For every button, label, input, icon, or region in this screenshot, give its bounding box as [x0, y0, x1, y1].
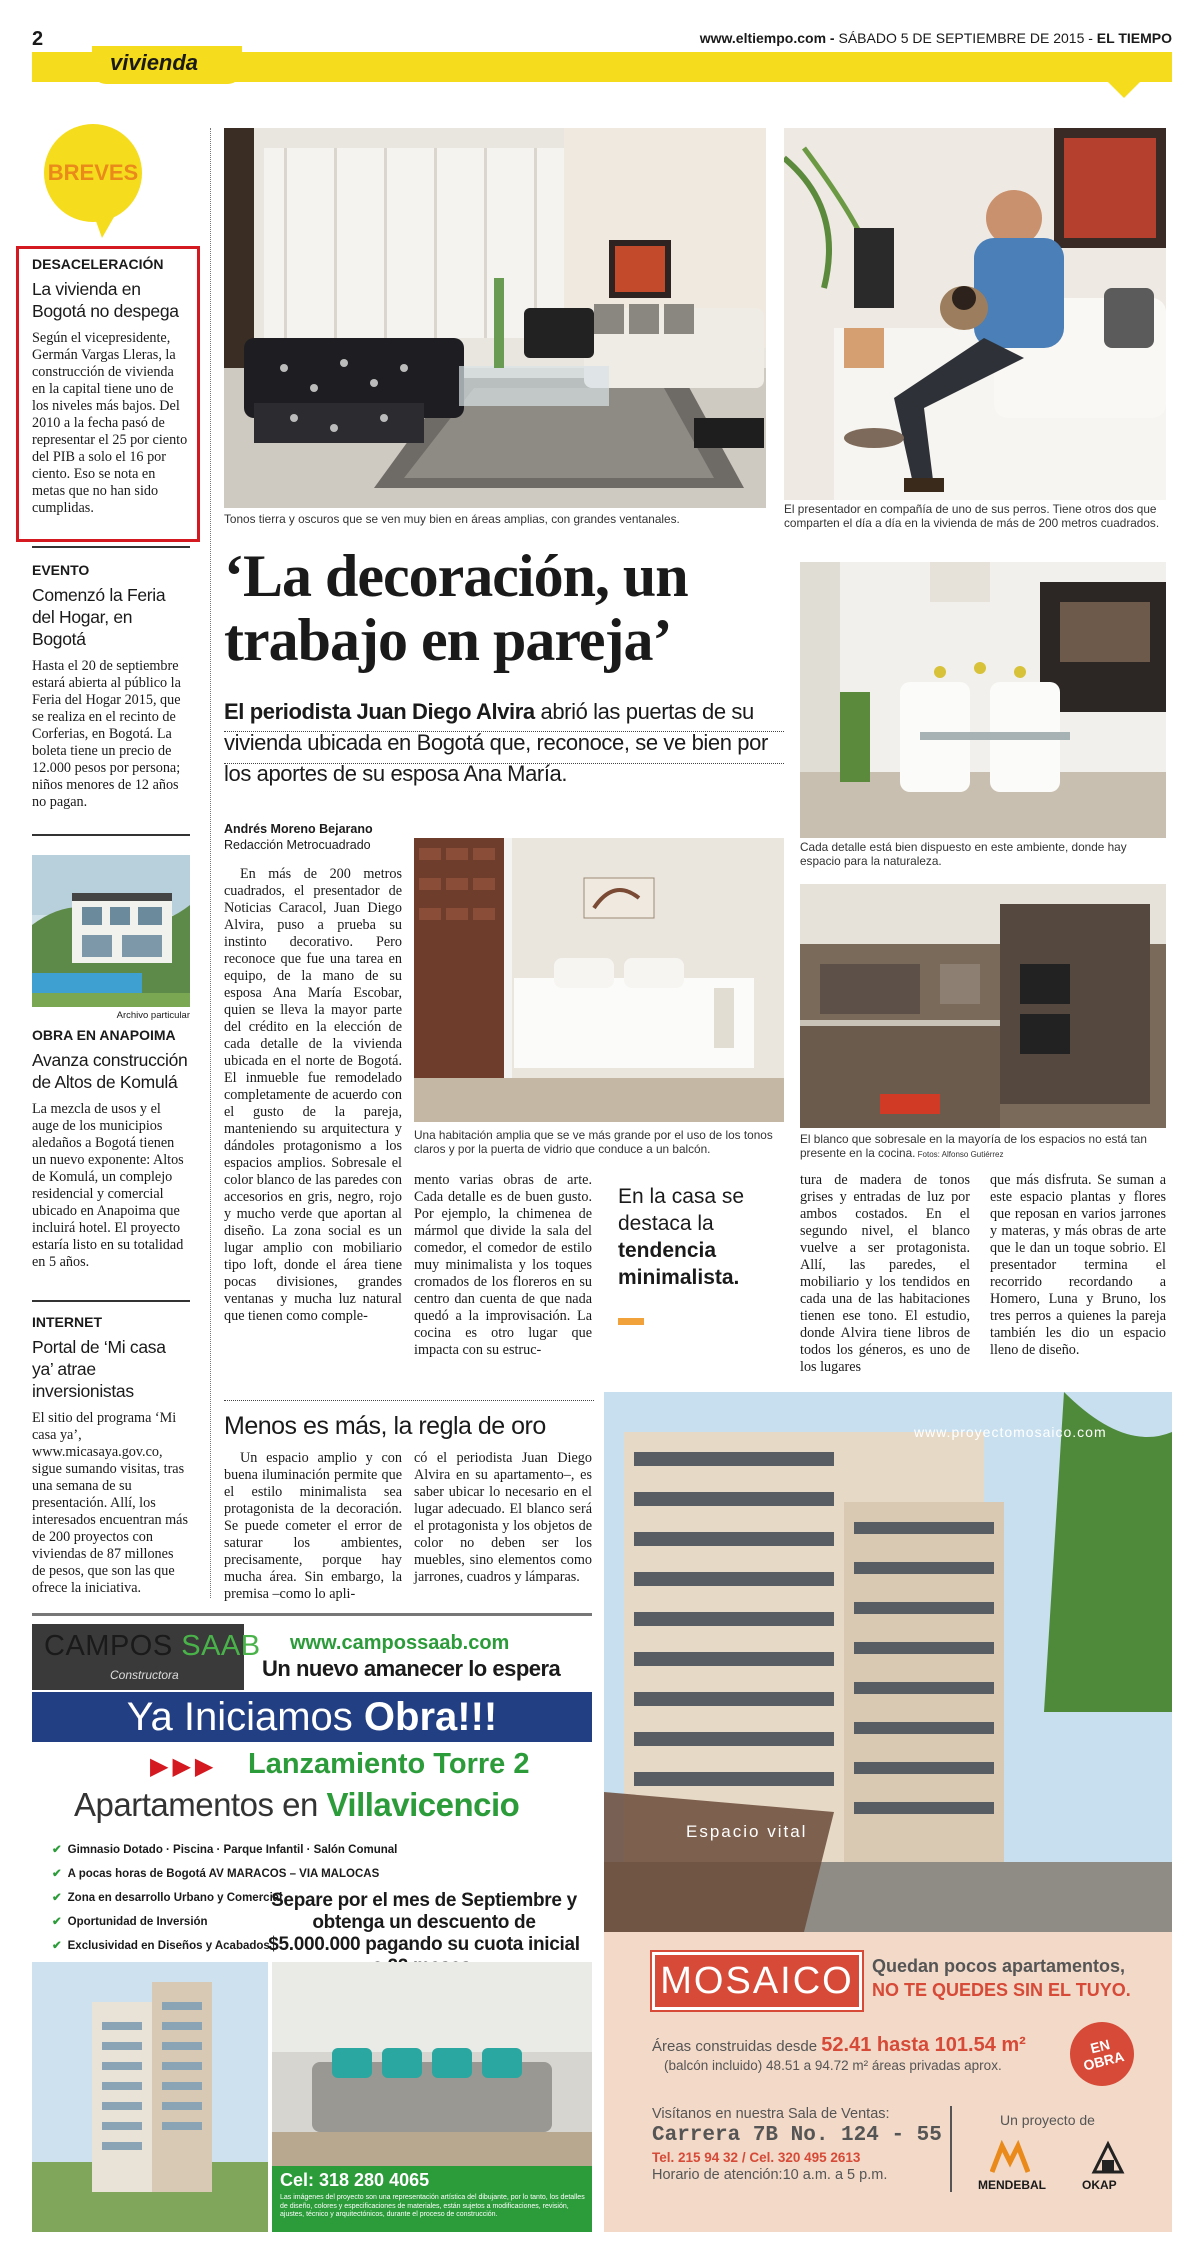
- photo-bedroom: [414, 838, 784, 1122]
- brief-body: Según el vicepresidente, Germán Vargas Lleras, la construcción de vivienda en la capital tiene uno de los niveles más bajos. Del 2010 a la fecha pasó de representar el 25 por ciento del PIB a solo el 16 por ciento. Eso se nota en metas que no han sido cumplidas.: [32, 330, 188, 516]
- subhead-lead: El periodista Juan Diego Alvira: [224, 699, 535, 724]
- brief-2: [32, 562, 190, 811]
- article-headline: [224, 544, 804, 672]
- page-number: 2: [32, 28, 44, 50]
- okap-name: OKAP: [1082, 2178, 1117, 2192]
- caption-kitchen: [800, 1132, 1166, 1162]
- mosaico-area-label: Áreas construidas desde: [652, 2038, 822, 2055]
- campos-banner: [32, 1692, 592, 1742]
- byline-author: Andrés Moreno Bejarano: [224, 822, 373, 836]
- brief-headline: La vivienda en Bogotá no despega: [32, 279, 179, 321]
- side-photo-credit: Archivo particular: [116, 1010, 190, 1021]
- brief-rule: [32, 1300, 190, 1302]
- mendebal-logo-icon: [990, 2140, 1030, 2179]
- caption-kitchen-text: El blanco que sobresale en la mayoría de los espacios no está tan presente en la cocina.: [800, 1132, 1147, 1160]
- mosaico-visit: Visítanos en nuestra Sala de Ventas:: [652, 2106, 890, 2122]
- subhead-dotline: [224, 763, 784, 764]
- brief-body: La mezcla de usos y el auge de los municipios aledaños a Bogotá tienen un nuevo exponente: Altos de Komulá, un complejo residencial y comercial ubicado en Anapoima que incluirá hotel. El proyecto estaría listo en su totalidad en 5 años.: [32, 1101, 184, 1270]
- campos-banner-1: Ya Iniciamos: [126, 1695, 364, 1739]
- campos-apartments: [74, 1786, 519, 1824]
- brief-3: [32, 1027, 190, 1271]
- header-line: [700, 30, 1172, 46]
- sub2-heading: Menos es más, la regla de oro: [224, 1412, 546, 1440]
- brief-body: Hasta el 20 de septiembre estará abierta al público la Feria del Hogar 2015, que se realiza en el recinto de Corferias, en Bogotá. La boleta tiene un precio de 12.000 pesos por persona; niños menores de 12 años no pagan.: [32, 658, 181, 810]
- headline-line-1: ‘La decoración, un: [224, 543, 688, 609]
- caption-dining: Cada detalle está bien dispuesto en este ambiente, donde hay espacio para la naturaleza.: [800, 840, 1127, 868]
- feature-item: ✔ Oportunidad de Inversión: [52, 1910, 397, 1934]
- feature-item: ✔ A pocas horas de Bogotá AV MARACOS – VIA MALOCAS: [52, 1862, 397, 1886]
- header-paper: EL TIEMPO: [1092, 30, 1172, 46]
- campos-apt-1: Apartamentos en: [74, 1786, 327, 1823]
- campos-url[interactable]: www.campossaab.com: [290, 1632, 510, 1654]
- campos-interior-image: [272, 1962, 592, 2168]
- sub2-col-1-text: Un espacio amplio y con buena iluminación permite que el estilo minimalista sea protagonista de la decoración. Se puede cometer el error de saturar los ambientes, precisamente, porque hay mucha área. Sin embargo, la premisa –como lo apli-: [224, 1450, 402, 1602]
- campos-apt-2: Villavicencio: [326, 1786, 520, 1823]
- campos-tagline: Un nuevo amanecer lo espera: [262, 1656, 561, 1681]
- feature-item: ✔ Gimnasio Dotado · Piscina · Parque Infantil · Salón Comunal: [52, 1838, 397, 1862]
- campos-tower-image: [32, 1962, 268, 2232]
- campos-fine-print: Las imágenes del proyecto son una representación artística del dibujante, por lo tanto, los detalles de diseño, colores y especificaciones de materiales, están sujetos a modificaciones, revisión, ajustes, técnico y arquitectónicos, durante el proceso de construcción.: [280, 2194, 585, 2218]
- brief-kicker: INTERNET: [32, 1314, 102, 1330]
- sub2-dotline: [224, 1400, 594, 1401]
- brief-kicker: EVENTO: [32, 562, 90, 578]
- brief-kicker: OBRA EN ANAPOIMA: [32, 1027, 176, 1043]
- brief-4: [32, 1314, 190, 1597]
- arrow-icon: ▶▶▶: [150, 1754, 218, 1780]
- pull-quote-bold: tendencia minimalista.: [618, 1239, 740, 1289]
- campos-brand-1: CAMPOS: [44, 1630, 182, 1662]
- sub2-col-1: [224, 1450, 402, 1603]
- brief-kicker: DESACELERACIÓN: [32, 256, 164, 272]
- article-col-1-text: En más de 200 metros cuadrados, el presentador de Noticias Caracol, Juan Diego Alvira, puso a prueba su instinto decorativo. Pero reconoce que fue una tarea en equipo, de la mano de su esposa Ana María Escobar, quien se lleva la mayor parte del crédito en la elección de cada detalle de la vivienda ubicada en el norte de Bogotá. El inmueble fue remodelado completamente de acuerdo con el gusto de la pareja, manteniendo su arquitectura y dándoles protagonismo a los espacios amplios. Sobresale el color blanco de las paredes con accesorios en gris, negro, rojo y mucho verde que aportan al diseño. La zona social es un lugar amplio con mobiliario tipo loft, donde el área tiene pocas divisiones, grandes ventanas y mucha luz natural que tienen como comple-: [224, 866, 402, 1324]
- pull-quote: [618, 1183, 748, 1291]
- brief-body: El sitio del programa ‘Mi casa ya’, www.micasaya.gov.co, sigue sumando visitas, tras una semana de su presentación. Allí, los interesados encuentran más de 200 proyectos con viviendas de 87 millones de pesos, que son las que ofrece la iniciativa.: [32, 1410, 189, 1596]
- mendebal-name: MENDEBAL: [978, 2178, 1046, 2192]
- breves-bubble: BREVES: [44, 124, 142, 222]
- article-subhead: [224, 696, 794, 789]
- campos-banner-2: Obra!!!: [363, 1695, 498, 1739]
- headline-line-2: trabajo en pareja’: [224, 607, 672, 673]
- section-tab: vivienda: [92, 46, 242, 84]
- bar-notch: [1108, 82, 1140, 98]
- breves-bubble-tail: [92, 210, 118, 238]
- article-col-4-text: que más disfruta. Se suman a este espacio plantas y flores que reposan en varios jarrones y materas, y más obras de arte que le dan un toque sobrio. El presentador termina el recorrido recordando a Homero, Luna y Bruno, los tres perros a quienes la pareja también les dio un espacio lleno de diseño.: [990, 1172, 1166, 1358]
- caption-bedroom: Una habitación amplia que se ve más grande por el uso de los tonos claros y por la puerta de vidrio que conduce a un balcón.: [414, 1128, 773, 1156]
- feature-item: ✔ Zona en desarrollo Urbano y Comercial: [52, 1886, 397, 1910]
- mosaico-hours: Horario de atención:10 a.m. a 5 p.m.: [652, 2167, 888, 2183]
- article-col-3-text: tura de madera de tonos grises y entradas de luz por ambos costados. En el segundo nivel, el blanco vuelve a ser protagonista. Allí, las paredes, el mobiliario y los tendidos en cada una de las habitaciones tienen ese tono. El estudio, donde Alvira tiene libros de todos los géneros, es uno de los lugares: [800, 1172, 970, 1375]
- brief-headline: Portal de ‘Mi casa ya’ atrae inversionistas: [32, 1337, 166, 1401]
- photo-kitchen: [800, 884, 1166, 1128]
- en-obra-badge: EN OBRA: [1063, 2015, 1141, 2093]
- photo-presenter: [784, 128, 1166, 500]
- campos-sub: Constructora: [110, 1668, 179, 1682]
- sub2-col-2: [414, 1450, 592, 1586]
- campos-logo: [44, 1630, 261, 1663]
- brief-headline: Comenzó la Feria del Hogar, en Bogotá: [32, 585, 166, 649]
- mosaico-project-of: Un proyecto de: [1000, 2112, 1095, 2128]
- campos-launch: Lanzamiento Torre 2: [248, 1748, 530, 1780]
- byline-desk: Redacción Metrocuadrado: [224, 838, 371, 852]
- article-col-4: [990, 1172, 1166, 1359]
- article-col-2-text: mento varias obras de arte. Cada detalle es de buen gusto. Por ejemplo, la chimenea de mármol que divide la sala del comedor, el comedor de estilo muy minimalista y los toques cromados de los floreros en su centro dan cuenta de que nada quedó a la improvisación. La cocina es otro lugar que impacta con su estruc-: [414, 1172, 592, 1358]
- article-col-3: [800, 1172, 970, 1376]
- mosaico-tag-2: NO TE QUEDES SIN EL TUYO.: [872, 1980, 1131, 2000]
- sub2-col-2-text: có el periodista Juan Diego Alvira en su apartamento–, es saber ubicar lo necesario en el lugar adecuado. El blanco será el protagonista y los objetos de color no deben ser los muebles, sino elementos como jarrones, cuadros y lámparas.: [414, 1450, 592, 1585]
- mosaico-url[interactable]: www.proyectomosaico.com: [914, 1424, 1107, 1440]
- okap-logo-icon: [1090, 2140, 1126, 2179]
- brief-headline: Avanza construcción de Altos de Komulá: [32, 1050, 188, 1092]
- feature-item: ✔ Exclusividad en Diseños y Acabados: [52, 1934, 397, 1958]
- mosaico-slogan: Espacio vital: [686, 1822, 808, 1841]
- header-date: SÁBADO 5 DE SEPTIEMBRE DE 2015 -: [834, 30, 1093, 46]
- pull-quote-mark: [618, 1318, 644, 1325]
- pull-quote-text: En la casa se destaca la: [618, 1185, 745, 1235]
- mosaico-area-detail: (balcón incluido) 48.51 a 94.72 m² áreas privadas aprox.: [664, 2058, 1002, 2073]
- mosaico-logo: MOSAICO: [652, 1952, 862, 2010]
- mosaico-tag-1: Quedan pocos apartamentos,: [872, 1956, 1126, 1976]
- brief-1: [32, 256, 190, 517]
- article-col-1: [224, 866, 402, 1325]
- column-divider: [210, 128, 211, 1598]
- subhead-dotline: [224, 731, 784, 732]
- mosaico-area-range: 52.41 hasta 101.54 m²: [821, 2034, 1026, 2056]
- caption-living: Tonos tierra y oscuros que se ven muy bien en áreas amplias, con grandes ventanales.: [224, 512, 680, 526]
- header-site[interactable]: www.eltiempo.com -: [699, 30, 835, 46]
- photo-living-room: [224, 128, 766, 508]
- campos-offer: Separe por el mes de Septiembre y obtenga un descuento de $5.000.000 pagando su cuota inicial: [268, 1890, 580, 1955]
- photo-credit: Fotos: Alfonso Gutiérrez: [915, 1150, 1004, 1159]
- photo-dining: [800, 562, 1166, 838]
- brief-rule: [32, 834, 190, 836]
- caption-presenter: El presentador en compañía de uno de sus perros. Tiene otros dos que comparten el día a día en la vivienda de más de 200 metros cuadrados.: [784, 502, 1160, 530]
- campos-brand-2: SAAB: [181, 1630, 261, 1662]
- mosaico-address: Carrera 7B No. 124 - 55: [652, 2124, 942, 2147]
- brief-rule: [32, 546, 190, 548]
- article-col-2: [414, 1172, 592, 1359]
- mosaico-phone[interactable]: Tel. 215 94 32 / Cel. 320 495 2613: [652, 2150, 861, 2165]
- mosaico-divider: [950, 2106, 952, 2192]
- subhead-rest: abrió las puertas de su vivienda ubicada en Bogotá que, reconoce, se ve bien por los aportes de su esposa Ana María.: [224, 699, 768, 786]
- side-photo-house: [32, 855, 190, 1007]
- ad-top-border: [32, 1613, 592, 1616]
- campos-phone[interactable]: Cel: 318 280 4065: [280, 2170, 430, 2190]
- mosaico-area: [652, 2034, 1026, 2057]
